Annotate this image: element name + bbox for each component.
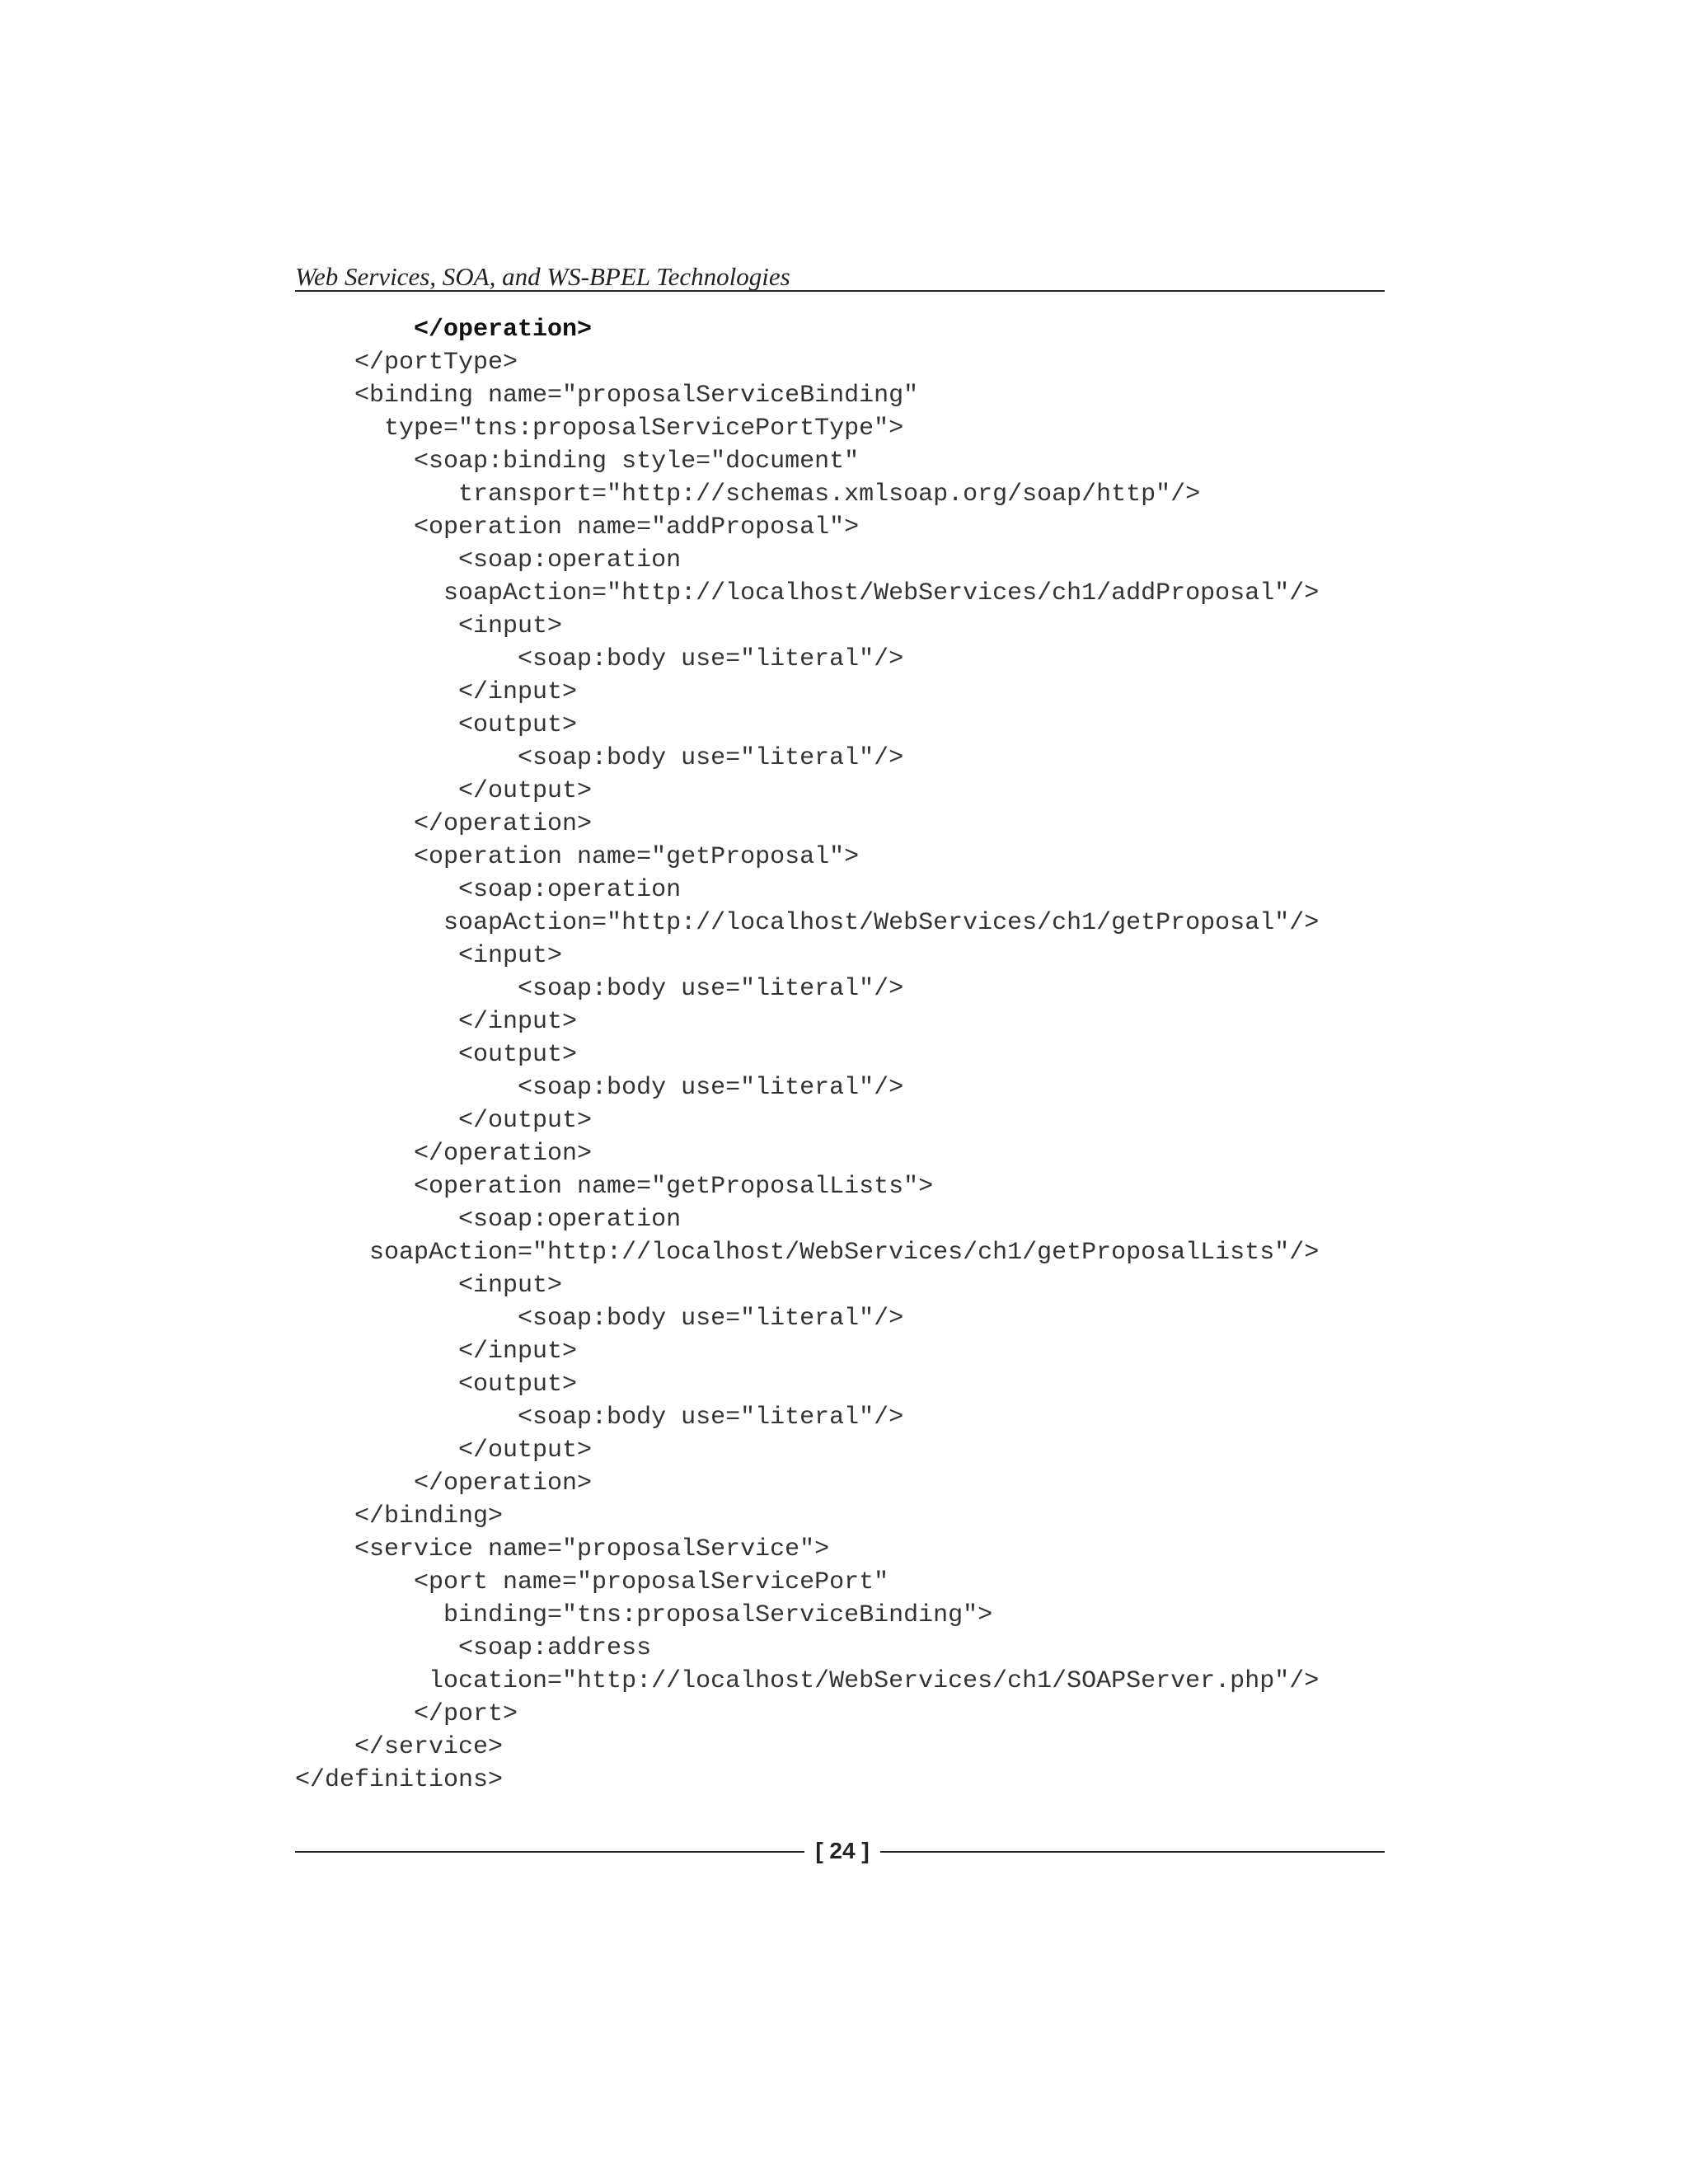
code-line: soapAction="http://localhost/WebServices/ch1/addProposal"/> xyxy=(295,579,1320,607)
code-line: <soap:address xyxy=(295,1634,652,1662)
code-line: <soap:binding style="document" xyxy=(295,448,860,476)
code-line: soapAction="http://localhost/WebServices/ch1/getProposal"/> xyxy=(295,909,1320,937)
code-line: <soap:operation xyxy=(295,876,682,904)
code-line: <operation name="getProposal"> xyxy=(295,843,860,871)
code-line: </port> xyxy=(295,1700,518,1728)
code-line: <soap:body use="literal"/> xyxy=(295,975,904,1003)
code-line: </output> xyxy=(295,1436,593,1465)
code-line: type="tns:proposalServicePortType"> xyxy=(295,415,904,443)
footer-rule-left xyxy=(295,1851,804,1853)
code-line: <output> xyxy=(295,711,578,739)
code-line: <input> xyxy=(295,612,563,640)
code-line: <binding name="proposalServiceBinding" xyxy=(295,382,919,410)
code-line: location="http://localhost/WebServices/ch1/SOAPServer.php"/> xyxy=(295,1667,1320,1695)
code-line: <output> xyxy=(295,1041,578,1069)
header-rule xyxy=(295,290,1385,292)
code-line: <port name="proposalServicePort" xyxy=(295,1568,889,1596)
running-header-title: Web Services, SOA, and WS-BPEL Technologies xyxy=(295,262,790,291)
code-line: </definitions> xyxy=(295,1766,504,1794)
code-line: </input> xyxy=(295,1008,578,1036)
code-line: <soap:body use="literal"/> xyxy=(295,1305,904,1333)
code-line: <soap:body use="literal"/> xyxy=(295,1404,904,1432)
code-line: </input> xyxy=(295,1338,578,1366)
code-line: </input> xyxy=(295,678,578,706)
code-line: <operation name="getProposalLists"> xyxy=(295,1173,934,1201)
code-line: <soap:operation xyxy=(295,546,682,574)
footer-rule-right xyxy=(880,1851,1385,1853)
code-line: </output> xyxy=(295,777,593,805)
code-line: <operation name="addProposal"> xyxy=(295,513,860,541)
code-line: <input> xyxy=(295,1272,563,1300)
page-footer xyxy=(295,1835,1385,1868)
code-line: </operation> xyxy=(295,1140,593,1168)
code-line: <output> xyxy=(295,1371,578,1399)
page-number: [ 24 ] xyxy=(815,1838,870,1863)
code-line: </output> xyxy=(295,1107,593,1135)
code-line: <soap:body use="literal"/> xyxy=(295,744,904,772)
code-line: </service> xyxy=(295,1733,504,1761)
code-line: <soap:body use="literal"/> xyxy=(295,645,904,673)
code-line: soapAction="http://localhost/WebServices/ch1/getProposalLists"/> xyxy=(295,1239,1320,1267)
code-line: <soap:body use="literal"/> xyxy=(295,1074,904,1102)
code-line: <soap:operation xyxy=(295,1206,682,1234)
code-line: </portType> xyxy=(295,349,518,377)
code-line: <input> xyxy=(295,942,563,970)
code-line: <service name="proposalService"> xyxy=(295,1535,830,1563)
code-line: </binding> xyxy=(295,1502,504,1530)
code-line: </operation> xyxy=(295,316,593,344)
code-line: transport="http://schemas.xmlsoap.org/soap/http"/> xyxy=(295,480,1201,509)
code-listing xyxy=(295,313,1385,1797)
code-line: binding="tns:proposalServiceBinding"> xyxy=(295,1601,993,1629)
code-line: </operation> xyxy=(295,810,593,838)
code-line: </operation> xyxy=(295,1469,593,1497)
